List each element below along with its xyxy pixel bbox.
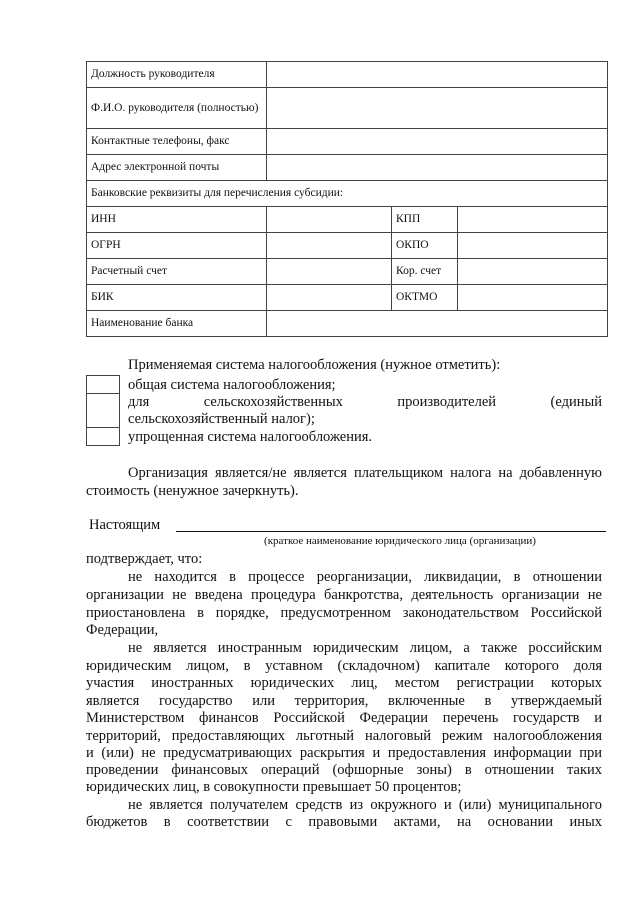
bank-requisites-header: Банковские реквизиты для перечисления субсидии:: [87, 181, 608, 207]
p2-line4: является государство или территория, включенные в утверждаемый: [86, 693, 602, 709]
p2-line6: территорий, предоставляющих льготный налоговый режим налогообложения: [86, 728, 602, 744]
checkbox-agri[interactable]: [86, 393, 120, 428]
option-agri-line2: сельскохозяйственный налог);: [128, 411, 315, 427]
bik-label: БИК: [87, 285, 267, 311]
account-label: Расчетный счет: [87, 259, 267, 285]
vat-line2: стоимость (ненужное зачеркнуть).: [86, 483, 299, 499]
director-position-field[interactable]: [267, 62, 608, 88]
ogrn-label: ОГРН: [87, 233, 267, 259]
p2-line3: участия иностранных юридических лиц, местом регистрации которых: [86, 675, 602, 691]
director-name-field[interactable]: [267, 88, 608, 129]
ogrn-field[interactable]: [267, 233, 392, 259]
okpo-label: ОКПО: [392, 233, 458, 259]
bank-name-label: Наименование банка: [87, 311, 267, 337]
email-field[interactable]: [267, 155, 608, 181]
corr-account-label: Кор. счет: [392, 259, 458, 285]
taxation-title: Применяемая система налогообложения (нужное отметить):: [128, 357, 501, 373]
p1-line4: Федерации,: [86, 622, 159, 638]
director-name-label: Ф.И.О. руководителя (полностью): [87, 88, 267, 129]
p1-line3: приостановлена в порядке, предусмотренном законодательством Российской: [86, 605, 602, 621]
oktmo-label: ОКТМО: [392, 285, 458, 311]
option-simplified: упрощенная система налогообложения.: [128, 429, 373, 445]
director-position-label: Должность руководителя: [87, 62, 267, 88]
email-label: Адрес электронной почты: [87, 155, 267, 181]
bank-name-field[interactable]: [267, 311, 608, 337]
confirms-text: подтверждает, что:: [86, 551, 203, 567]
oktmo-field[interactable]: [458, 285, 608, 311]
p2-line8: проведении финансовых операций (офшорные зоны) в отношении таких: [86, 762, 602, 778]
checkbox-general[interactable]: [86, 375, 120, 394]
option-agri-line1: для сельскохозяйственных производителей (единый: [128, 394, 602, 410]
option-general: общая система налогообложения;: [128, 377, 336, 393]
phones-field[interactable]: [267, 129, 608, 155]
p2-line5: Министерством финансов Российской Федерации перечень государств и: [86, 710, 602, 726]
phones-label: Контактные телефоны, факс: [87, 129, 267, 155]
organization-name-line[interactable]: [176, 531, 606, 532]
inn-label: ИНН: [87, 207, 267, 233]
p2-line2: юридическим лицом, в уставном (складочном) капитале которого доля: [86, 658, 602, 674]
okpo-field[interactable]: [458, 233, 608, 259]
p2-line1: не является иностранным юридическим лицом, а также российским: [128, 640, 602, 656]
vat-line1: Организация является/не является плательщиком налога на добавленную: [128, 465, 602, 481]
account-field[interactable]: [267, 259, 392, 285]
p1-line2: организации не введена процедура банкротства, деятельность организации не: [86, 587, 602, 603]
confirmation-lead: Настоящим: [89, 517, 161, 533]
kpp-label: КПП: [392, 207, 458, 233]
inn-field[interactable]: [267, 207, 392, 233]
corr-account-field[interactable]: [458, 259, 608, 285]
p1-line1: не находится в процессе реорганизации, ликвидации, в отношении: [128, 569, 602, 585]
p2-line7: и (или) не предусматривающих раскрытия и предоставления информации при: [86, 745, 602, 761]
requisites-table: [86, 61, 608, 337]
checkbox-simplified[interactable]: [86, 427, 120, 446]
p2-line9: юридических лиц, в совокупности превышает 50 процентов;: [86, 779, 462, 795]
organization-name-caption: (краткое наименование юридического лица (организации): [264, 535, 536, 547]
p3-line2: бюджетов в соответствии с правовыми актами, на основании иных: [86, 814, 602, 830]
bik-field[interactable]: [267, 285, 392, 311]
kpp-field[interactable]: [458, 207, 608, 233]
p3-line1: не является получателем средств из окружного и (или) муниципального: [128, 797, 602, 813]
